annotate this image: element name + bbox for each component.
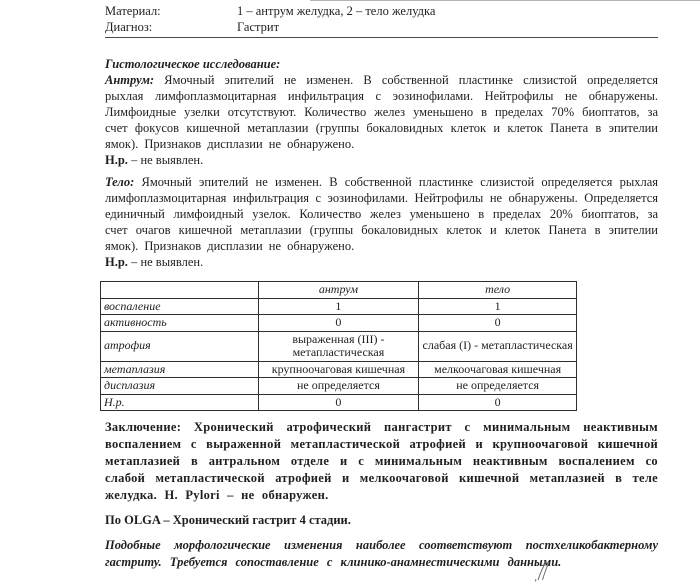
signature-mark-icon xyxy=(531,560,557,584)
row-label: дисплазия xyxy=(101,378,259,395)
conclusion-label: Заключение: xyxy=(105,420,182,434)
document-body xyxy=(105,56,658,571)
antrum-value: крупноочаговая кишечная xyxy=(258,361,419,378)
diagnosis-label: Диагноз: xyxy=(105,20,153,34)
row-label: Н.р. xyxy=(101,394,259,411)
antrum-value: 1 xyxy=(258,298,419,315)
diagnosis-row xyxy=(105,19,700,35)
telo-value: мелкоочаговая кишечная xyxy=(419,361,577,378)
row-label: воспаление xyxy=(101,298,259,315)
antrum-value: выраженная (III) - метапластическая xyxy=(258,331,419,361)
olga-stage-line: По OLGA – Хронический гастрит 4 стадии. xyxy=(105,513,351,527)
telo-value: 0 xyxy=(419,315,577,332)
corpus-hp-line xyxy=(105,254,658,270)
table-header-row xyxy=(101,282,577,299)
material-value: 1 – антрум желудка, 2 – тело желудка xyxy=(237,4,436,18)
table-row xyxy=(101,315,577,332)
antrum-hp-label: Н.р. xyxy=(105,153,128,167)
antrum-value: 0 xyxy=(258,315,419,332)
row-label: атрофия xyxy=(101,331,259,361)
antrum-value: не определяется xyxy=(258,378,419,395)
table-row xyxy=(101,298,577,315)
table-header-empty xyxy=(101,282,259,299)
table-header-telo: тело xyxy=(419,282,577,299)
table-row xyxy=(101,331,577,361)
morphology-note-paragraph: Подобные морфологические изменения наиболее соответствуют постхеликобактерному гастриту. Требуется сопоставление с клинико-анамнестическими данными. xyxy=(105,538,658,569)
material-row xyxy=(105,3,700,19)
table-header-antrum: антрум xyxy=(258,282,419,299)
olga-grading-table xyxy=(100,281,577,411)
header-divider xyxy=(105,37,658,38)
corpus-hp-label: Н.р. xyxy=(105,255,128,269)
telo-value: 0 xyxy=(419,394,577,411)
row-label: метаплазия xyxy=(101,361,259,378)
antrum-value: 0 xyxy=(258,394,419,411)
telo-value: не определяется xyxy=(419,378,577,395)
antrum-label: Антрум: xyxy=(105,73,155,87)
table-row xyxy=(101,378,577,395)
material-label: Материал: xyxy=(105,4,161,18)
antrum-hp-result: – не выявлен. xyxy=(131,153,204,167)
telo-value: 1 xyxy=(419,298,577,315)
table-row xyxy=(101,361,577,378)
corpus-hp-result: – не выявлен. xyxy=(131,255,204,269)
document-header xyxy=(0,0,700,35)
conclusion-text: Хронический атрофический пангастрит с минимальным неактивным воспалением с выраженной метапластической атрофией и крупноочаговой кишечной метаплазией в антральном отделе и с минимальным неактивным воспалением со слабой метапластической атрофией и мелкоочаговой кишечной метаплазией в теле желудка. Н. Pylori – не обнаружен. xyxy=(105,420,658,502)
antrum-paragraph xyxy=(105,72,658,152)
table-row xyxy=(101,394,577,411)
antrum-text: Ямочный эпителий не изменен. В собственной пластинке слизистой определяется рыхлая лимфоплазмоцитарная инфильтрация с эозинофилами. Нейтрофилы не обнаружены. Лимфоидные узелки отсутствуют. Количество желез уменьшено в пределах 70% биоптатов, за счет фокусов кишечной метаплазии (группы бокаловидных клеток и клеток Панета в эпителии ямок). Признаков дисплазии не обнаружено. xyxy=(105,73,658,151)
top-crop-line xyxy=(310,0,700,1)
corpus-paragraph xyxy=(105,174,658,254)
telo-value: слабая (I) - метапластическая xyxy=(419,331,577,361)
corpus-label: Тело: xyxy=(105,175,135,189)
diagnosis-value: Гастрит xyxy=(237,20,280,34)
corpus-text: Ямочный эпителий не изменен. В собственной пластинке слизистой определяется рыхлая лимфоплазмоцитарная инфильтрация с эозинофилами. Нейтрофилы не обнаружены. Определяется единичный лимфоидный узелок. Количество желез уменьшено в пределах 20% биоптатов, за счет очагов кишечной метаплазии (группы бокаловидных клеток и клеток Панета в эпителии ямок). Признаков дисплазии не обнаружено. xyxy=(105,175,658,253)
row-label: активность xyxy=(101,315,259,332)
histology-heading: Гистологическое исследование: xyxy=(105,57,281,71)
antrum-hp-line xyxy=(105,152,658,168)
conclusion-paragraph xyxy=(105,419,658,504)
